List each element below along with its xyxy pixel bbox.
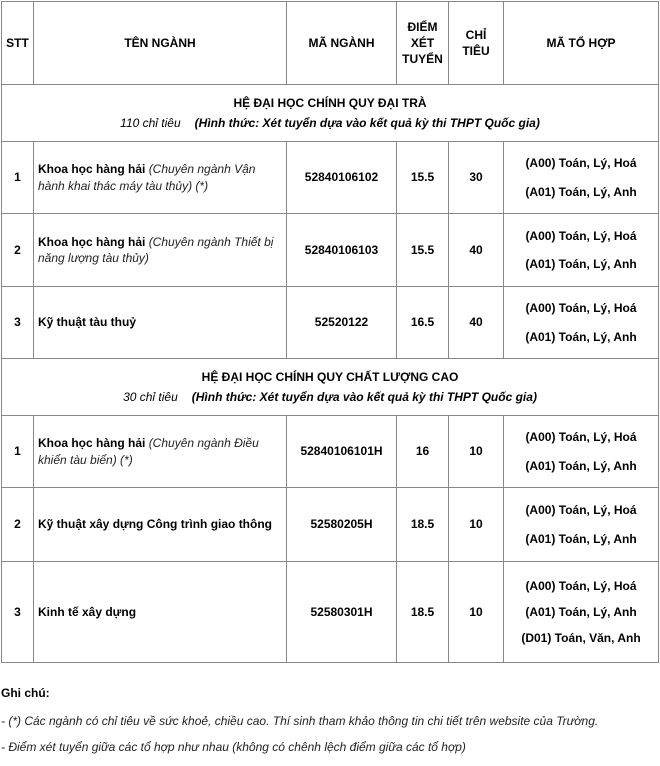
- row-score: 18.5: [397, 562, 449, 663]
- program-name: Kỹ thuật tàu thuỷ: [38, 315, 136, 330]
- combo-item: (A01) Toán, Lý, Anh: [525, 531, 637, 546]
- combo-item: (A00) Toán, Lý, Hoá: [525, 430, 637, 445]
- combo-item: (A00) Toán, Lý, Hoá: [525, 301, 637, 316]
- row-stt: 1: [2, 142, 34, 214]
- header-ten-nganh: TÊN NGÀNH: [34, 2, 287, 85]
- row-code: 52840106102: [287, 142, 397, 214]
- header-ma-to-hop: MÃ TỔ HỢP: [504, 2, 659, 85]
- program-note: (Chuyên ngành Thiết bị năng lượng tàu thủy): [38, 234, 274, 265]
- row-combos: [504, 416, 659, 488]
- note-line: - Điểm xét tuyển giữa các tổ hợp như nhau (không có chênh lệch điểm giữa các tổ hợp): [1, 740, 466, 754]
- combo-item: (A01) Toán, Lý, Anh: [525, 329, 637, 344]
- row-score: 16.5: [397, 287, 449, 359]
- row-combos: [504, 287, 659, 359]
- section-subtitle: [6, 115, 654, 131]
- row-score: 15.5: [397, 142, 449, 214]
- row-combos: [504, 214, 659, 287]
- section-title: HỆ ĐẠI HỌC CHÍNH QUY ĐẠI TRÀ: [233, 95, 427, 110]
- section-header-chat-luong-cao: [2, 359, 659, 416]
- section-header-dai-tra: [2, 85, 659, 142]
- note-line: - (*) Các ngành có chỉ tiêu về sức khoẻ, chiều cao. Thí sinh tham khảo thông tin chi tiết trên website của Trường.: [1, 714, 599, 728]
- header-chi-tieu: CHỈ TIÊU: [449, 2, 504, 85]
- row-combos: [504, 142, 659, 214]
- header-diem-line-1: ĐIỂM: [407, 19, 438, 34]
- notes-section: [1, 686, 656, 766]
- row-quota: 40: [449, 287, 504, 359]
- combo-item: (A00) Toán, Lý, Hoá: [525, 156, 637, 171]
- header-diem-line-3: TUYỂN: [402, 52, 443, 67]
- row-code: 52840106103: [287, 214, 397, 287]
- section-title: HỆ ĐẠI HỌC CHÍNH QUY CHẤT LƯỢNG CAO: [201, 369, 459, 384]
- table-row: [2, 488, 659, 562]
- header-stt: STT: [2, 2, 34, 85]
- table-row: [2, 214, 659, 287]
- program-note: (Chuyên ngành Điều khiển tàu biển) (*): [38, 436, 259, 467]
- row-quota: 10: [449, 562, 504, 663]
- row-stt: 3: [2, 562, 34, 663]
- row-program: [34, 416, 287, 488]
- combo-item: (A00) Toán, Lý, Hoá: [525, 228, 637, 243]
- row-combos: [504, 488, 659, 562]
- combo-item: (D01) Toán, Văn, Anh: [521, 631, 641, 646]
- row-code: 52580205H: [287, 488, 397, 562]
- row-program: [34, 214, 287, 287]
- row-code: 52580301H: [287, 562, 397, 663]
- combo-item: (A01) Toán, Lý, Anh: [525, 257, 637, 271]
- combo-item: (A01) Toán, Lý, Anh: [525, 184, 637, 199]
- table-header-row: [2, 2, 659, 85]
- program-note: (Chuyên ngành Vận hành khai thác máy tàu thủy) (*): [38, 162, 256, 193]
- program-name: Khoa học hàng hải: [38, 162, 146, 177]
- program-name: Khoa học hàng hải: [38, 234, 146, 249]
- section-form: (Hình thức: Xét tuyển dựa vào kết quả kỳ thi THPT Quốc gia): [194, 116, 540, 130]
- row-quota: 40: [449, 214, 504, 287]
- row-program: [34, 488, 287, 562]
- table-row: [2, 562, 659, 663]
- row-stt: 3: [2, 287, 34, 359]
- combo-item: (A00) Toán, Lý, Hoá: [525, 503, 637, 518]
- combo-item: (A01) Toán, Lý, Anh: [525, 604, 637, 619]
- row-stt: 2: [2, 214, 34, 287]
- row-score: 16: [397, 416, 449, 488]
- header-diem-line-2: XÉT: [410, 35, 435, 50]
- table-row: [2, 416, 659, 488]
- header-diem-xet-tuyen: [397, 2, 449, 85]
- row-quota: 10: [449, 488, 504, 562]
- row-stt: 2: [2, 488, 34, 562]
- section-form: (Hình thức: Xét tuyển dựa vào kết quả kỳ thi THPT Quốc gia): [191, 390, 537, 404]
- program-name: Kỹ thuật xây dựng Công trình giao thông: [38, 517, 273, 532]
- combo-item: (A01) Toán, Lý, Anh: [525, 458, 637, 473]
- row-combos: [504, 562, 659, 663]
- section-quota: 30 chỉ tiêu: [123, 390, 178, 404]
- admission-table: [1, 1, 659, 663]
- row-score: 18.5: [397, 488, 449, 562]
- row-code: 52840106101H: [287, 416, 397, 488]
- row-program: [34, 562, 287, 663]
- row-program: [34, 287, 287, 359]
- row-score: 15.5: [397, 214, 449, 287]
- row-code: 52520122: [287, 287, 397, 359]
- program-name: Khoa học hàng hải: [38, 436, 146, 451]
- combo-item: (A00) Toán, Lý, Hoá: [525, 578, 637, 593]
- section-quota: 110 chỉ tiêu: [120, 116, 181, 130]
- program-name: Kinh tế xây dựng: [38, 604, 137, 619]
- table-row: [2, 287, 659, 359]
- row-program: [34, 142, 287, 214]
- row-quota: 10: [449, 416, 504, 488]
- row-stt: 1: [2, 416, 34, 488]
- section-subtitle: [6, 389, 654, 405]
- notes-label: Ghi chú:: [1, 686, 50, 700]
- header-ma-nganh: MÃ NGÀNH: [287, 2, 397, 85]
- row-quota: 30: [449, 142, 504, 214]
- table-row: [2, 142, 659, 214]
